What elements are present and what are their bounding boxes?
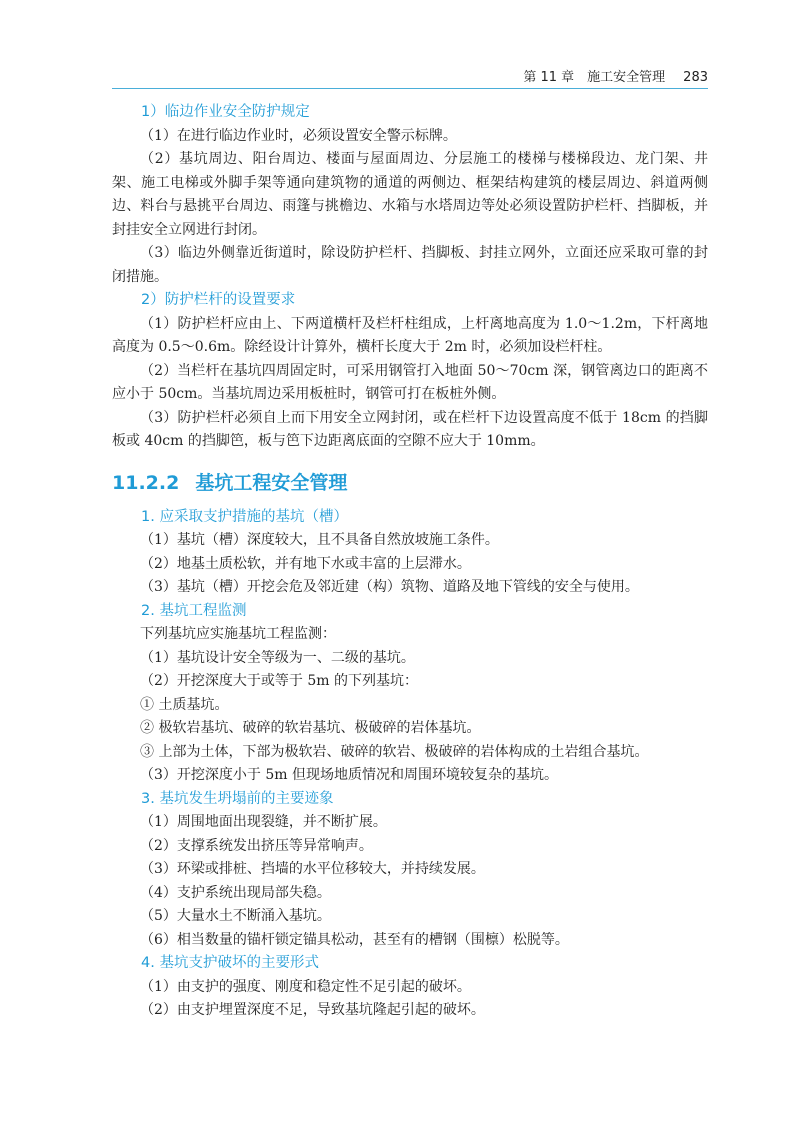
page-number: 283 — [683, 70, 708, 85]
list-item: （1）基坑设计安全等级为一、二级的基坑。 — [140, 649, 415, 666]
heading-edge-protection-rules: 1）临边作业安全防护规定 — [141, 104, 310, 120]
intro-text: 下列基坑应实施基坑工程监测： — [140, 626, 336, 642]
header-rule — [112, 88, 708, 89]
list-item: （2）地基土质松软，并有地下水或丰富的上层滞水。 — [140, 555, 471, 572]
list-item: （1）基坑（槽）深度较大，且不具备自然放坡施工条件。 — [140, 532, 499, 548]
list-item: ① 土质基坑。 — [140, 696, 229, 713]
section-name: 基坑工程安全管理 — [195, 471, 348, 494]
heading-guardrail-requirements: 2）防护栏杆的设置要求 — [141, 292, 296, 308]
list-item: （5）大量水土不断涌入基坑。 — [140, 908, 331, 924]
section-title — [112, 470, 708, 496]
heading-failure-modes: 4. 基坑支护破坏的主要形式 — [141, 955, 319, 971]
heading-monitoring: 2. 基坑工程监测 — [141, 602, 247, 619]
page-body — [112, 101, 708, 1023]
heading-collapse-signs: 3. 基坑发生坍塌前的主要迹象 — [141, 790, 334, 807]
paragraph: （1）在进行临边作业时，必须设置安全警示标牌。 — [140, 127, 457, 144]
header-text — [523, 66, 708, 85]
list-item: （2）由支护埋置深度不足，导致基坑隆起引起的破坏。 — [140, 1002, 485, 1018]
list-item: （3）环梁或排桩、挡墙的水平位移较大，并持续发展。 — [140, 861, 485, 877]
heading-support-required: 1. 应采取支护措施的基坑（槽） — [141, 508, 348, 525]
list-item: ② 极软岩基坑、破碎的软岩基坑、极破碎的岩体基坑。 — [140, 720, 481, 736]
list-item: （3）基坑（槽）开挖会危及邻近建（构）筑物、道路及地下管线的安全与使用。 — [140, 579, 639, 595]
list-item: （6）相当数量的锚杆锁定锚具松动，甚至有的槽钢（围檩）松脱等。 — [140, 931, 569, 948]
paragraph: （2）基坑周边、阳台周边、楼面与屋面周边、分层施工的楼梯与楼梯段边、龙门架、井架、施工电梯或外脚手架等通向建筑物的通道的两侧边、框架结构建筑的楼层周边、斜道两侧边、料台与悬挑平台周边、雨篷与挑檐边、水箱与水塔周边等处必须设置防护栏杆、挡脚板，并封挂安全立网进行封闭。 — [112, 151, 708, 238]
paragraph: （3）防护栏杆必须自上而下用安全立网封闭，或在栏杆下边设置高度不低于 18cm 的挡脚板或 40cm 的挡脚笆，板与笆下边距离底面的空隙不应大于 10mm。 — [112, 409, 708, 449]
list-item: （2）支撑系统发出挤压等异常响声。 — [140, 837, 373, 854]
list-item: （1）由支护的强度、刚度和稳定性不足引起的破坏。 — [140, 978, 471, 995]
paragraph: （2）当栏杆在基坑四周固定时，可采用钢管打入地面 50～70cm 深，钢管离边口的距离不应小于 50cm。当基坑周边采用板桩时，钢管可打在板桩外侧。 — [112, 362, 708, 402]
paragraph: （1）防护栏杆应由上、下两道横杆及栏杆柱组成，上杆离地高度为 1.0～1.2m，下杆离地高度为 0.5～0.6m。除经设计计算外，横杆长度大于 2m 时，必须加设栏杆柱。 — [112, 315, 708, 355]
list-item: （4）支护系统出现局部失稳。 — [140, 884, 331, 901]
list-item: （3）开挖深度小于 5m 但现场地质情况和周围环境较复杂的基坑。 — [140, 767, 558, 783]
list-item: ③ 上部为土体，下部为极软岩、破碎的软岩、极破碎的岩体构成的土岩组合基坑。 — [140, 743, 649, 760]
list-item: （1）周围地面出现裂缝，并不断扩展。 — [140, 814, 387, 830]
paragraph: （3）临边外侧靠近街道时，除设防护栏杆、挡脚板、封挂立网外，立面还应采取可靠的封闭措施。 — [112, 245, 708, 285]
chapter-title: 第 11 章 施工安全管理 — [523, 70, 666, 85]
running-header — [112, 66, 708, 90]
list-item: （2）开挖深度大于或等于 5m 的下列基坑： — [140, 673, 418, 689]
section-number: 11.2.2 — [112, 471, 180, 494]
